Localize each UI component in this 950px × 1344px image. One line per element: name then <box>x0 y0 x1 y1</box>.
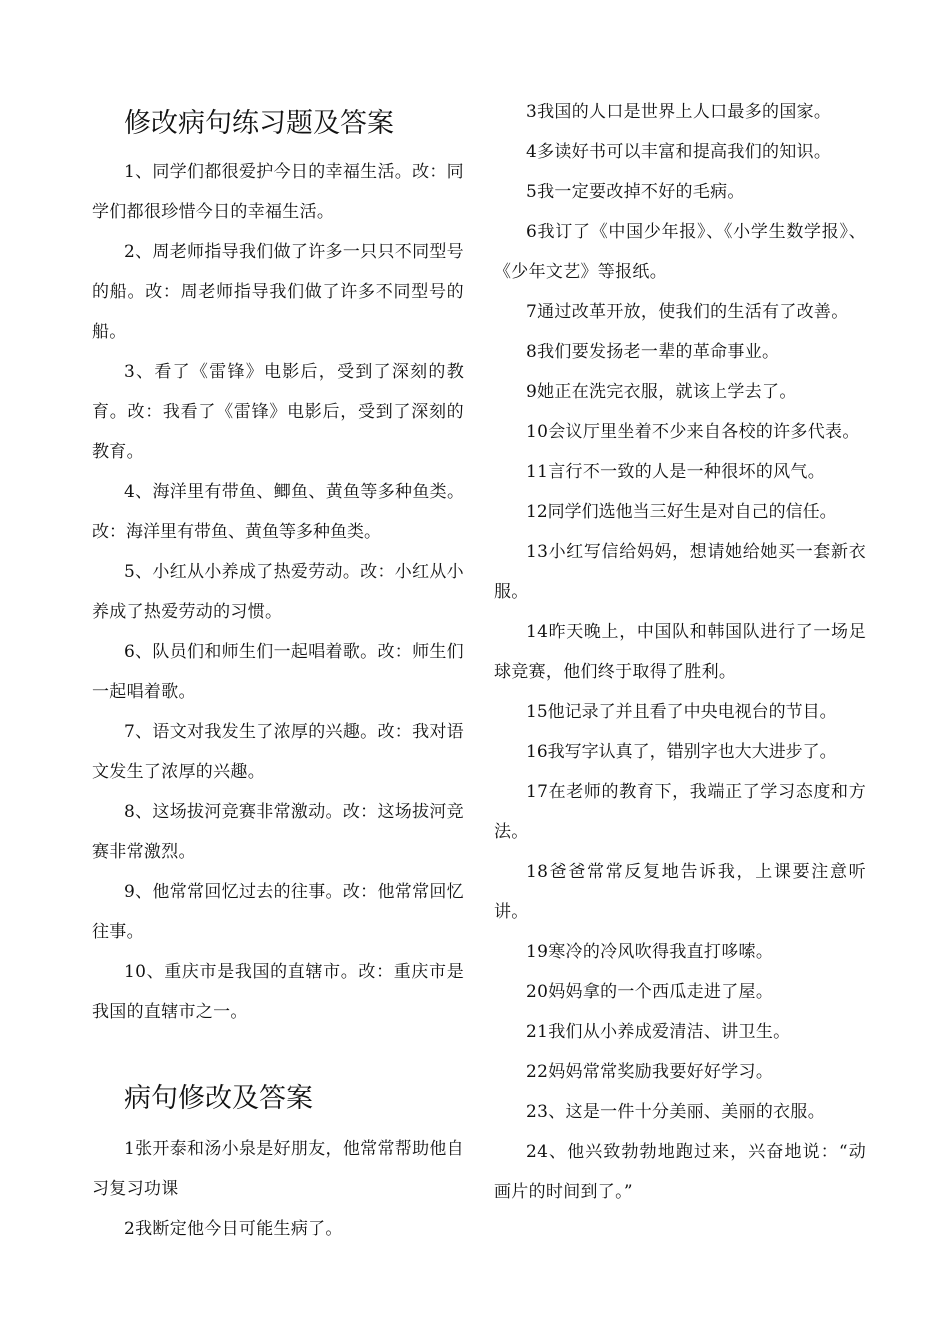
sentence-item-15: 15他记录了并且看了中央电视台的节目。 <box>526 702 837 722</box>
sentence-item-24: 24、他兴致勃勃地跑过来，兴奋地说：“动画片的时间到了。” <box>494 1142 866 1202</box>
exercise-item-1: 1、同学们都很爱护今日的幸福生活。改：同学们都很珍惜今日的幸福生活。 <box>92 162 464 222</box>
sentence-item-6: 6我订了《中国少年报》、《小学生数学报》、《少年文艺》等报纸。 <box>494 222 866 282</box>
exercise-item-6: 6、队员们和师生们一起唱着歌。改：师生们一起唱着歌。 <box>92 642 464 702</box>
sentence-item-7: 7通过改革开放，使我们的生活有了改善。 <box>526 302 849 322</box>
section-title-1: 修改病句练习题及答案 <box>124 108 394 139</box>
sentence-item-20: 20妈妈拿的一个西瓜走进了屋。 <box>526 982 774 1002</box>
sentence-item-17: 17在老师的教育下，我端正了学习态度和方法。 <box>494 782 866 842</box>
sentence-item-9: 9她正在洗完衣服，就该上学去了。 <box>526 382 797 402</box>
sentence-item-1: 1张开泰和汤小泉是好朋友，他常常帮助他自习复习功课 <box>92 1139 464 1199</box>
sentence-item-22: 22妈妈常常奖励我要好好学习。 <box>526 1062 774 1082</box>
sentence-item-23: 23、这是一件十分美丽、美丽的衣服。 <box>526 1102 826 1122</box>
exercise-item-5: 5、小红从小养成了热爱劳动。改：小红从小养成了热爱劳动的习惯。 <box>92 562 464 622</box>
exercise-item-3: 3、看了《雷锋》电影后，受到了深刻的教育。改：我看了《雷锋》电影后，受到了深刻的教育。 <box>92 362 464 462</box>
left-column <box>92 0 464 1249</box>
exercise-item-7: 7、语文对我发生了浓厚的兴趣。改：我对语文发生了浓厚的兴趣。 <box>92 722 464 782</box>
sentence-item-4: 4多读好书可以丰富和提高我们的知识。 <box>526 142 832 162</box>
sentence-item-8: 8我们要发扬老一辈的革命事业。 <box>526 342 780 362</box>
right-column <box>494 92 866 1212</box>
sentence-item-21: 21我们从小养成爱清洁、讲卫生。 <box>526 1022 791 1042</box>
sentence-item-5: 5我一定要改掉不好的毛病。 <box>526 182 745 202</box>
sentence-item-18: 18爸爸常常反复地告诉我，上课要注意听讲。 <box>494 862 866 922</box>
sentence-item-14: 14昨天晚上，中国队和韩国队进行了一场足球竞赛，他们终于取得了胜利。 <box>494 622 866 682</box>
sentence-item-3: 3我国的人口是世界上人口最多的国家。 <box>526 102 832 122</box>
sentence-item-11: 11言行不一致的人是一种很坏的风气。 <box>526 462 826 482</box>
sentence-item-13: 13小红写信给妈妈，想请她给她买一套新衣服。 <box>494 542 866 602</box>
sentence-item-12: 12同学们选他当三好生是对自己的信任。 <box>526 502 837 522</box>
exercise-item-9: 9、他常常回忆过去的往事。改：他常常回忆往事。 <box>92 882 464 942</box>
sentence-item-19: 19寒冷的冷风吹得我直打哆嗦。 <box>526 942 774 962</box>
exercise-item-4: 4、海洋里有带鱼、鲫鱼、黄鱼等多种鱼类。改：海洋里有带鱼、黄鱼等多种鱼类。 <box>92 482 464 542</box>
sentence-item-10: 10会议厅里坐着不少来自各校的许多代表。 <box>526 422 860 442</box>
exercise-item-8: 8、这场拔河竞赛非常激动。改：这场拔河竞赛非常激烈。 <box>92 802 464 862</box>
sentence-item-2: 2我断定他今日可能生病了。 <box>124 1219 343 1239</box>
exercise-item-2: 2、周老师指导我们做了许多一只只不同型号的船。改：周老师指导我们做了许多不同型号的船。 <box>92 242 464 342</box>
section-title-2: 病句修改及答案 <box>124 1083 313 1114</box>
exercise-item-10: 10、重庆市是我国的直辖市。改：重庆市是我国的直辖市之一。 <box>92 962 464 1022</box>
sentence-item-16: 16我写字认真了，错别字也大大进步了。 <box>526 742 837 762</box>
